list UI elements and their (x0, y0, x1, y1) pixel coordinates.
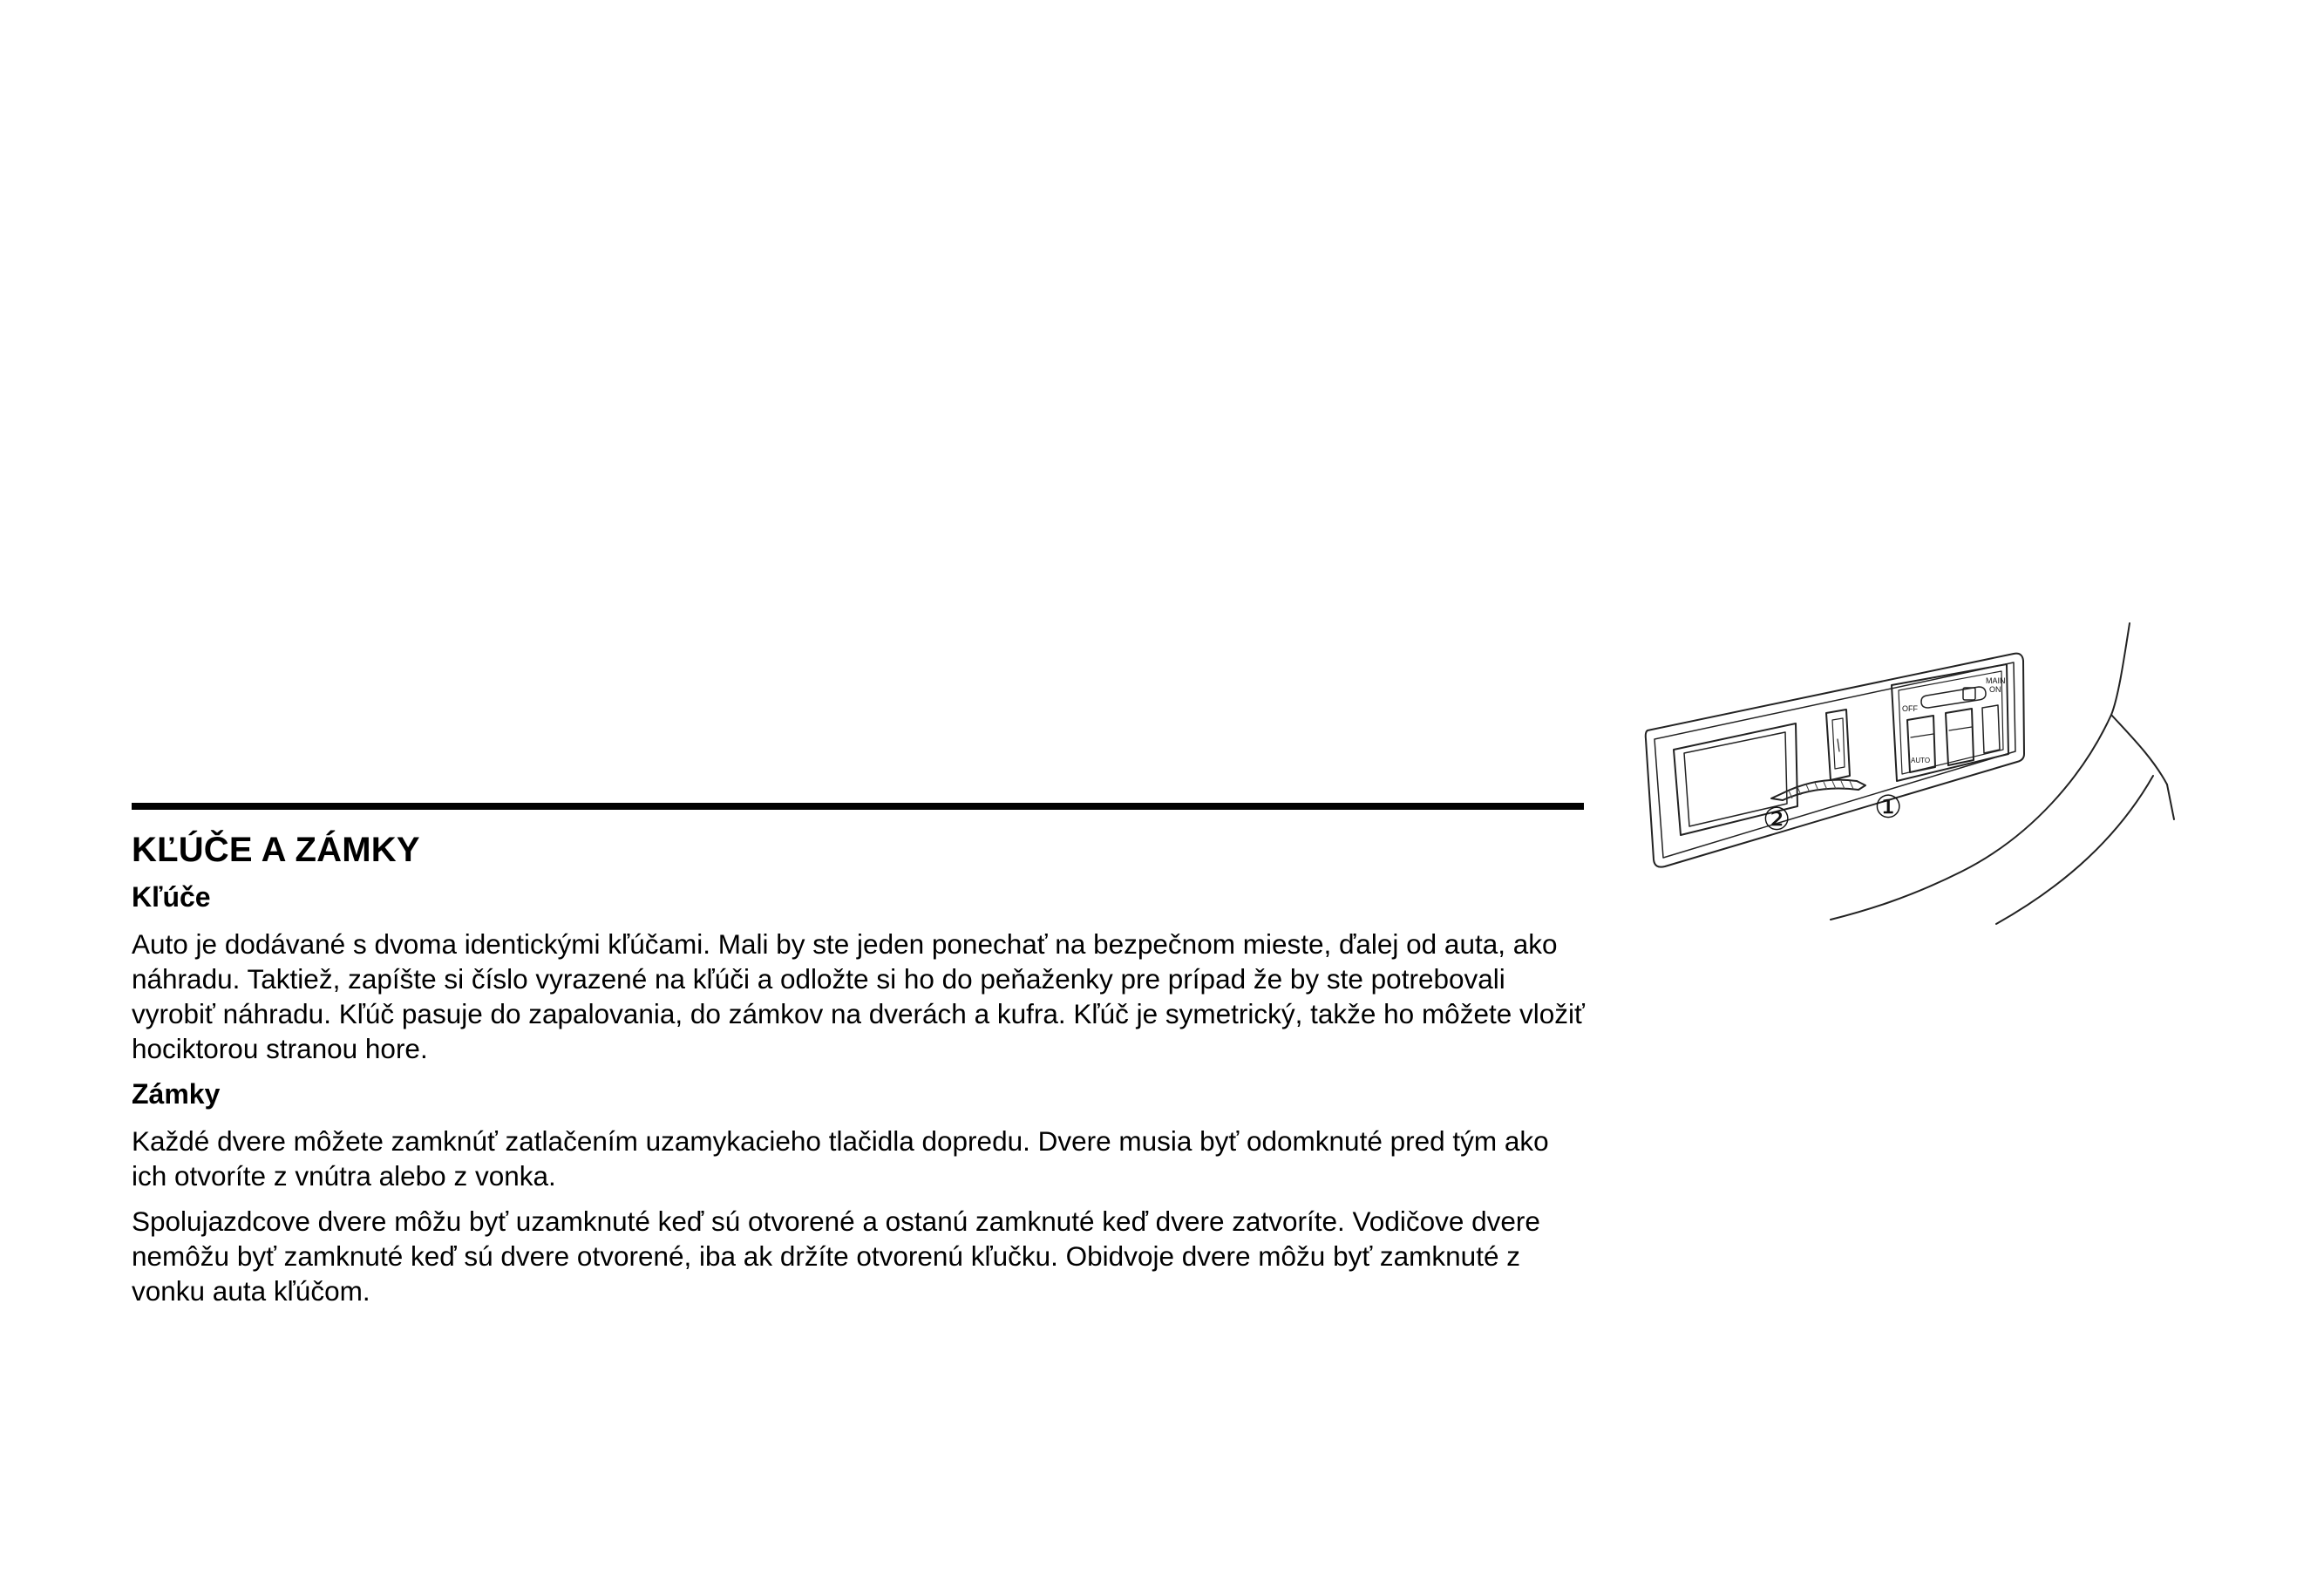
locks-heading: Zámky (132, 1078, 221, 1110)
callout-1: ① (1874, 789, 1903, 825)
section-title: KĽÚČE A ZÁMKY (132, 831, 420, 869)
door-switch-drawing (1630, 610, 2188, 959)
switch-off-label: OFF (1902, 704, 1918, 713)
keys-paragraph: Auto je dodávané s dvoma identickými kľúčami. Mali by ste jeden ponechať na bezpečnom mieste, ďalej od auta, ako náhradu. Taktiež, zapíšte si číslo vyrazené na kľúči a odložte si ho do peňaženky pre prípad že by ste potrebovali vyrobiť náhradu. Kľúč pasuje do zapalovania, do zámkov na dverách a kufra. Kľúč je symetrický, takže ho môžete vložiť hociktorou stranou hore. (132, 928, 1585, 1064)
switch-on-label: ON (1989, 685, 2001, 694)
auto-label: AUTO (1911, 757, 1931, 764)
section-rule (132, 803, 1584, 810)
locks-paragraph-1: Každé dvere môžete zamknúť zatlačením uzamykacieho tlačidla dopredu. Dvere musia byť odomknuté pred tým ako ich otvoríte z vnútra alebo z vonka. (132, 1125, 1549, 1192)
keys-heading: Kľúče (132, 881, 211, 913)
locks-paragraph-2: Spolujazdcove dvere môžu byť uzamknuté keď sú otvorené a ostanú zamknuté keď dvere zatvoríte. Vodičove dvere nemôžu byť zamknuté keď sú dvere otvorené, iba ak držíte otvorenú kľučku. Obidvoje dvere môžu byť zamknuté z vonku auta kľúčom. (132, 1205, 1540, 1307)
callout-2: ② (1763, 801, 1791, 837)
document-body (132, 829, 1586, 1308)
door-switch-illustration (1630, 610, 2188, 959)
switch-main-label: MAIN (1986, 676, 2006, 685)
